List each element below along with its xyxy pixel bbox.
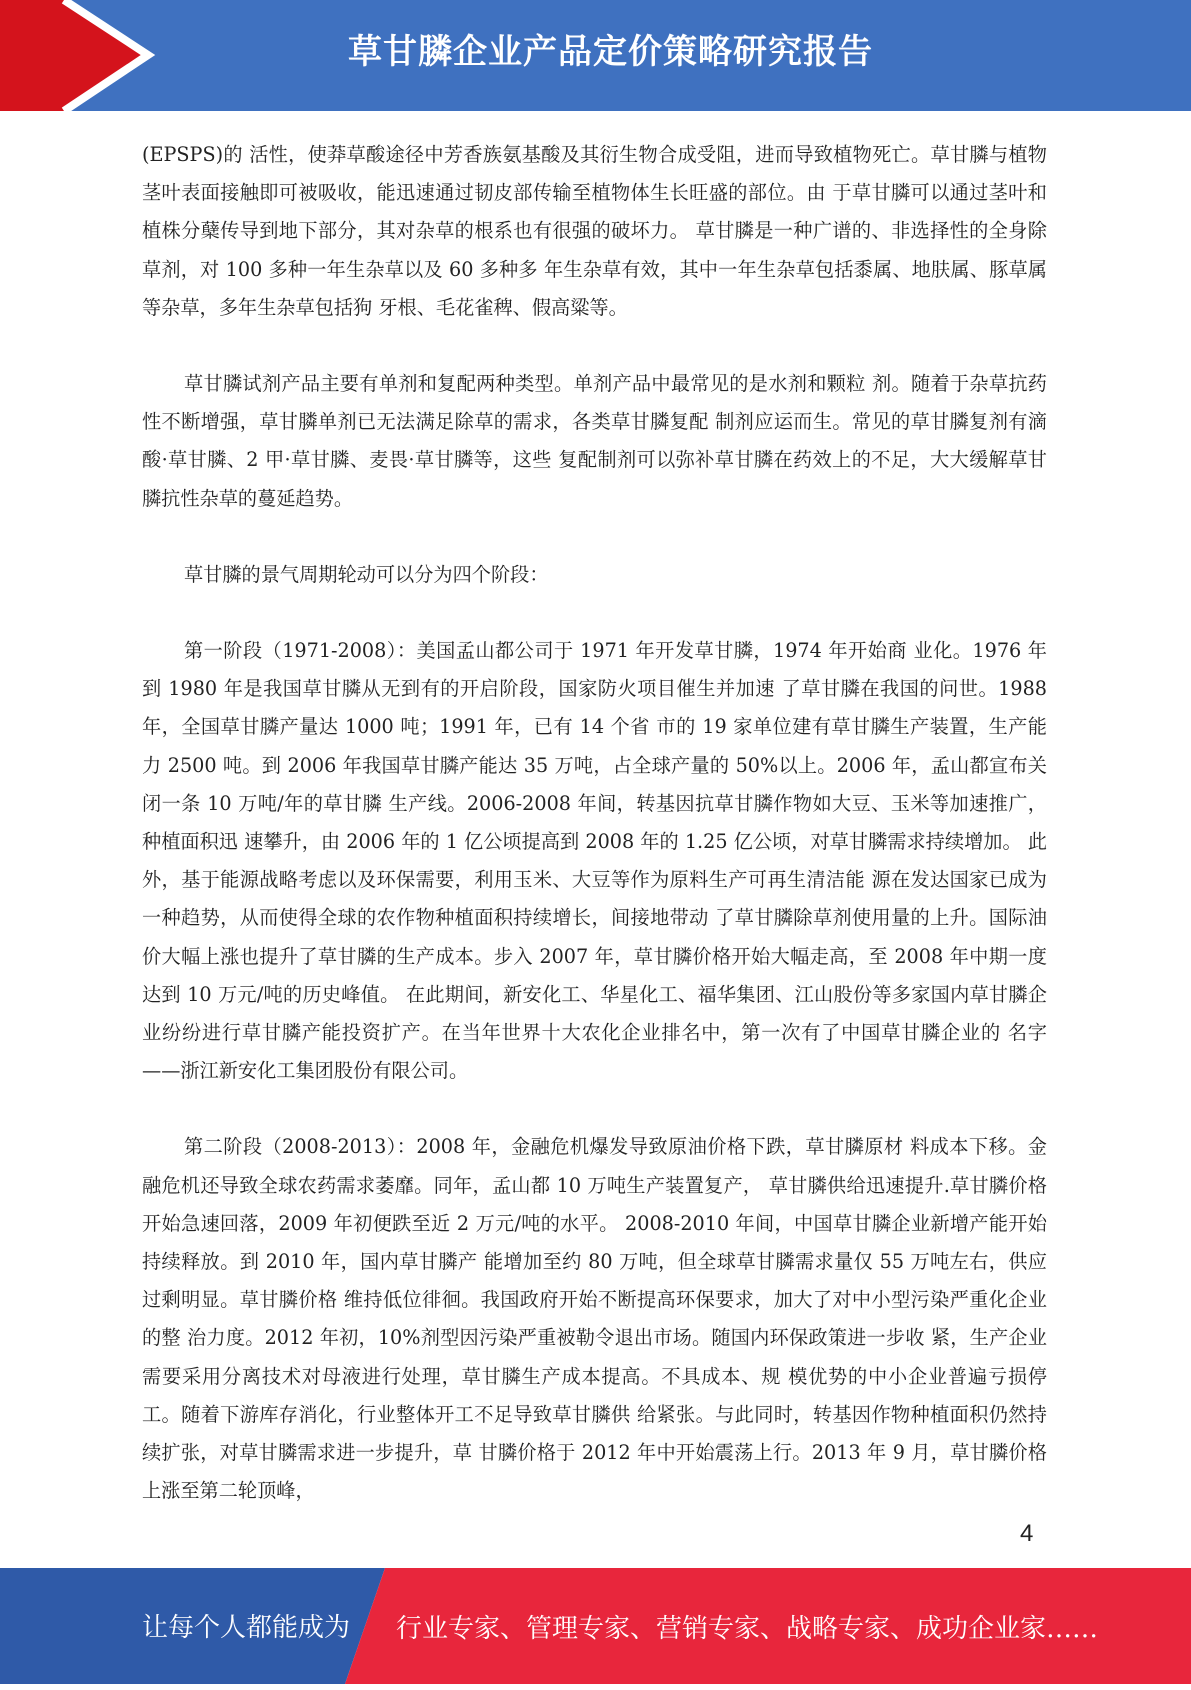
- page-number: 4: [1020, 1520, 1034, 1547]
- paragraph-4: 第一阶段（1971-2008）：美国孟山都公司于 1971 年开发草甘膦，1974 年开始商 业化。1976 年到 1980 年是我国草甘膦从无到有的开启阶段，国家防火项目催生并加速 了草甘膦在我国的问世。1988 年，全国草甘膦产量达 1000 吨；1991 年，已有 14 个省 市的 19 家单位建有草甘膦生产装置，生产能力 2500 吨。到 2006 年我国草甘膦产能达 35 万吨，占全球产量的 50%以上。2006 年，孟山都宣布关闭一条 10 万吨/年的草甘膦 生产线。2006-2008 年间，转基因抗草甘膦作物如大豆、玉米等加速推广，种植面积迅 速攀升，由 2006 年的 1 亿公顷提高到 2008 年的 1.25 亿公顷，对草甘膦需求持续增加。 此外，基于能源战略考虑以及环保需要，利用玉米、大豆等作为原料生产可再生清洁能 源在发达国家已成为一种趋势，从而使得全球的农作物种植面积持续增长，间接地带动 了草甘膦除草剂使用量的上升。国际油价大幅上涨也提升了草甘膦的生产成本。步入 2007 年，草甘膦价格开始大幅走高，至 2008 年中期一度达到 10 万元/吨的历史峰值。 在此期间，新安化工、华星化工、福华集团、江山股份等多家国内草甘膦企业纷纷进行草甘膦产能投资扩产。在当年世界十大农化企业排名中，第一次有了中国草甘膦企业的 名字——浙江新安化工集团股份有限公司。: [142, 639, 1047, 1083]
- footer-slogan-right: 行业专家、管理专家、营销专家、战略专家、成功企业家……: [396, 1614, 1099, 1644]
- header-red-arrow: [0, 0, 148, 111]
- paragraph-1: (EPSPS)的 活性，使莽草酸途径中芳香族氨基酸及其衍生物合成受阻，进而导致植物死亡。草甘膦与植物茎叶表面接触即可被吸收，能迅速通过韧皮部传输至植物体生长旺盛的部位。由 于草甘膦可以通过茎叶和植株分蘖传导到地下部分，其对杂草的根系也有很强的破坏力。 草甘膦是一种广谱的、非选择性的全身除草剂，对 100 多种一年生杂草以及 60 多种多 年生杂草有效，其中一年生杂草包括黍属、地肤属、豚草属等杂草，多年生杂草包括狗 牙根、毛花雀稗、假高粱等。: [142, 143, 1047, 319]
- document-body: [142, 136, 1047, 1511]
- paragraph-3: 草甘膦的景气周期轮动可以分为四个阶段：: [184, 562, 549, 586]
- footer-slogan-left: 让每个人都能成为: [142, 1613, 351, 1643]
- paragraph-5: 第二阶段（2008-2013）：2008 年，金融危机爆发导致原油价格下跌，草甘膦原材 料成本下移。金融危机还导致全球农药需求萎靡。同年，孟山都 10 万吨生产装置复产， 草甘膦供给迅速提升.草甘膦价格开始急速回落，2009 年初便跌至近 2 万元/吨的水平。 2008-2010 年间，中国草甘膦企业新增产能开始持续释放。到 2010 年，国内草甘膦产 能增加至约 80 万吨，但全球草甘膦需求量仅 55 万吨左右，供应过剩明显。草甘膦价格 维持低位徘徊。我国政府开始不断提高环保要求，加大了对中小型污染严重化企业的整 治力度。2012 年初，10%剂型因污染严重被勒令退出市场。随国内环保政策进一步收 紧，生产企业需要采用分离技术对母液进行处理，草甘膦生产成本提高。不具成本、规 模优势的中小企业普遍亏损停工。随着下游库存消化，行业整体开工不足导致草甘膦供 给紧张。与此同时，转基因作物种植面积仍然持续扩张，对草甘膦需求进一步提升，草 甘膦价格于 2012 年中开始震荡上行。2013 年 9 月，草甘膦价格上涨至第二轮顶峰，: [142, 1135, 1047, 1503]
- footer-band: [0, 1568, 1191, 1684]
- document-title: 草甘膦企业产品定价策略研究报告: [348, 32, 873, 72]
- paragraph-2: 草甘膦试剂产品主要有单剂和复配两种类型。单剂产品中最常见的是水剂和颗粒 剂。随着于杂草抗药性不断增强，草甘膦单剂已无法满足除草的需求，各类草甘膦复配 制剂应运而生。常见的草甘膦复剂有滴酸·草甘膦、2 甲·草甘膦、麦畏·草甘膦等，这些 复配制剂可以弥补草甘膦在药效上的不足，大大缓解草甘膦抗性杂草的蔓延趋势。: [142, 372, 1047, 510]
- header-band: [0, 0, 1191, 111]
